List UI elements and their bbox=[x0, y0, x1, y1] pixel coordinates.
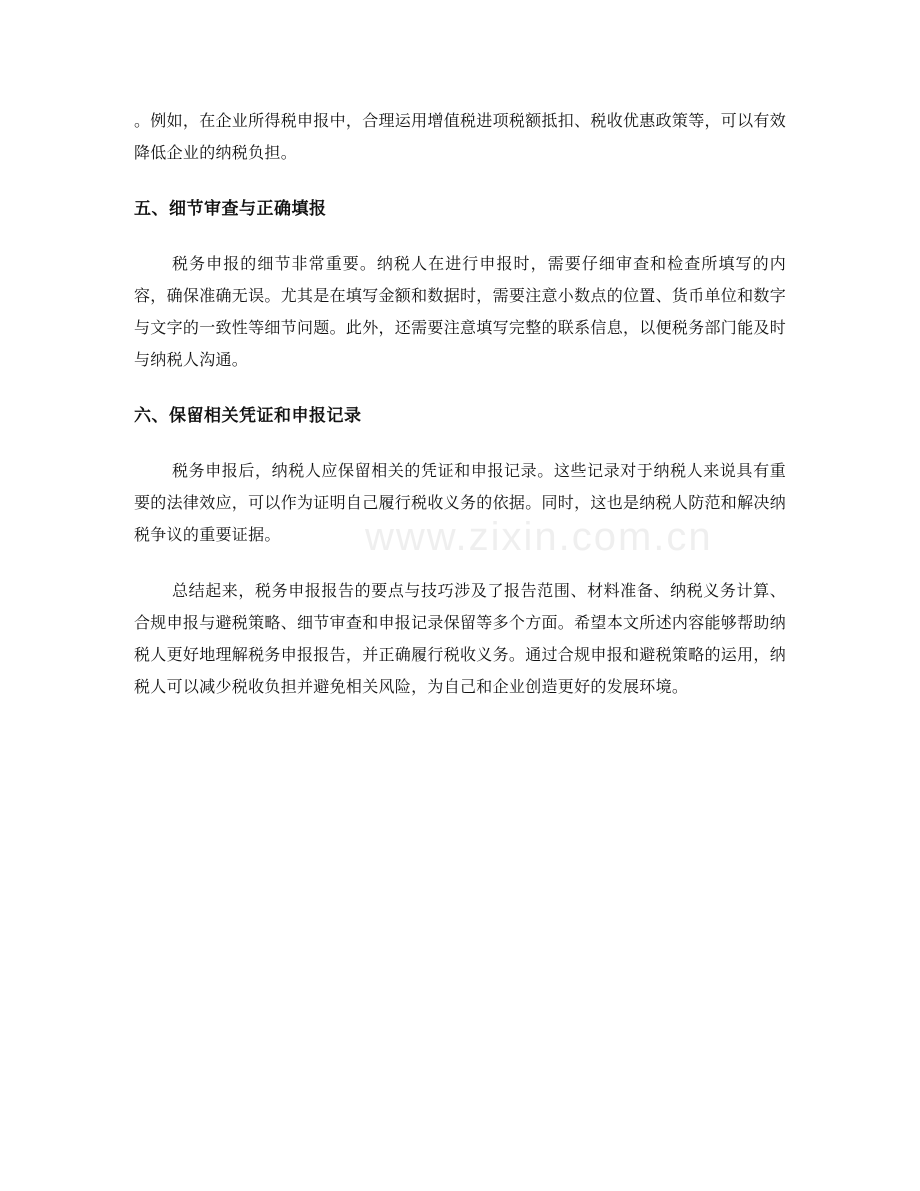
section-heading-5: 五、细节审查与正确填报 bbox=[134, 199, 327, 219]
spacer bbox=[134, 169, 786, 193]
section-heading-6: 六、保留相关凭证和申报记录 bbox=[134, 406, 362, 426]
document-body bbox=[134, 105, 786, 703]
intro-paragraph: 。例如，在企业所得税申报中，合理运用增值税进项税额抵扣、税收优惠政策等，可以有效降低企业的纳税负担。 bbox=[134, 111, 787, 162]
spacer bbox=[134, 225, 786, 248]
spacer bbox=[134, 432, 786, 455]
spacer bbox=[134, 376, 786, 400]
conclusion-paragraph: 总结起来，税务申报报告的要点与技巧涉及了报告范围、材料准备、纳税义务计算、合规申报与避税策略、细节审查和申报记录保留等多个方面。希望本文所述内容能够帮助纳税人更好地理解税务申报报告，并正确履行税收义务。通过合规申报和避税策略的运用，纳税人可以减少税收负担并避免相关风险，为自己和企业创造更好的发展环境。 bbox=[134, 581, 787, 696]
section-paragraph-5: 税务申报的细节非常重要。纳税人在进行申报时，需要仔细审查和检查所填写的内容，确保准确无误。尤其是在填写金额和数据时，需要注意小数点的位置、货币单位和数字与文字的一致性等细节问题。此外，还需要注意填写完整的联系信息，以便税务部门能及时与纳税人沟通。 bbox=[134, 254, 787, 369]
section-paragraph-6: 税务申报后，纳税人应保留相关的凭证和申报记录。这些记录对于纳税人来说具有重要的法律效应，可以作为证明自己履行税收义务的依据。同时，这也是纳税人防范和解决纳税争议的重要证据。 bbox=[134, 461, 787, 544]
spacer bbox=[134, 551, 786, 575]
watermark-text: www.zixin.com.cn bbox=[365, 515, 713, 559]
